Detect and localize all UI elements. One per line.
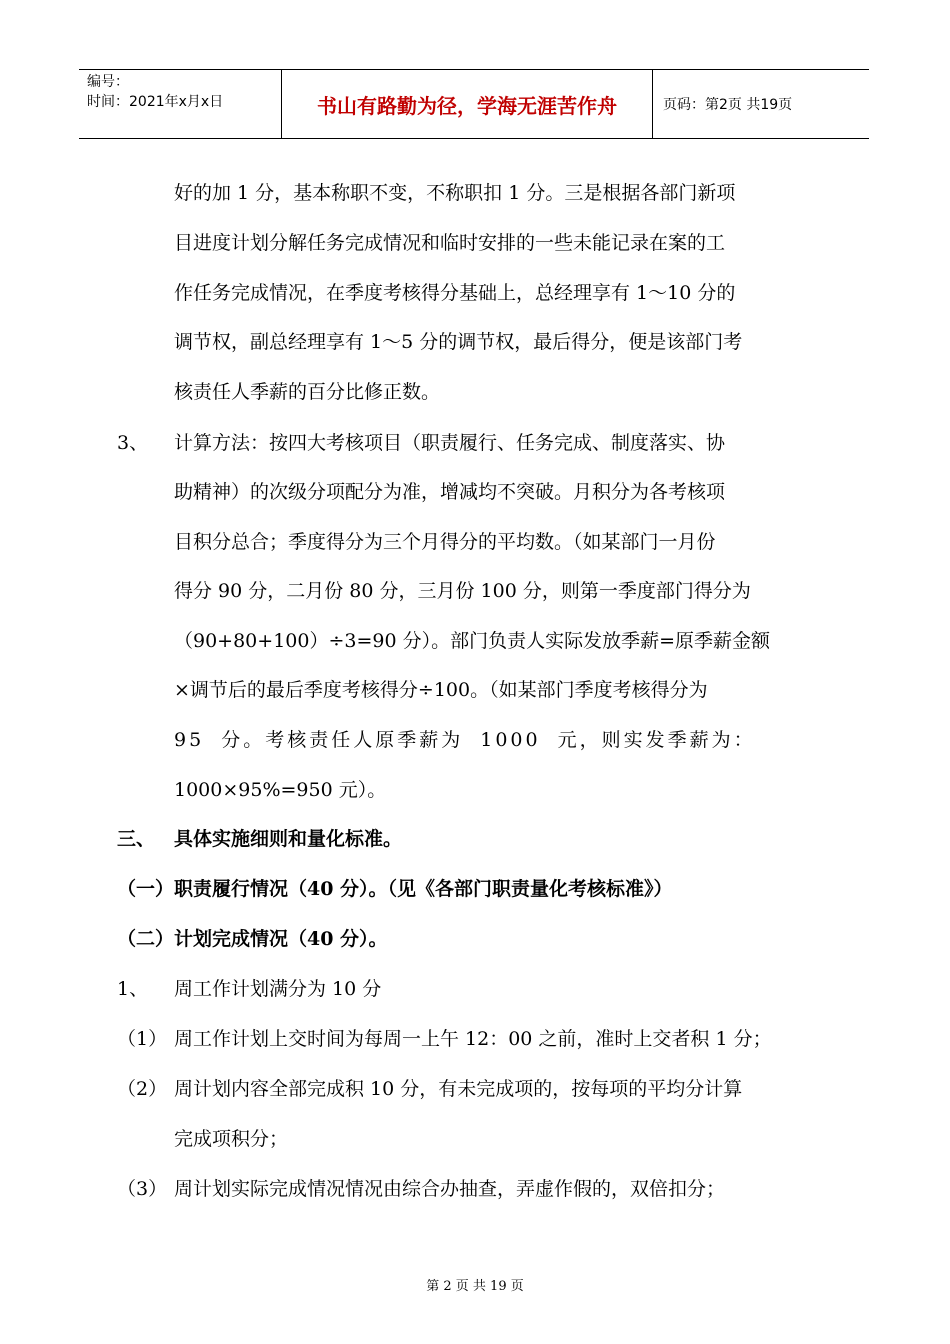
item-number: （3）: [117, 1178, 168, 1200]
text-line: 周工作计划满分为 10 分: [174, 978, 382, 1000]
text-line: 核责任人季薪的百分比修正数。: [174, 381, 441, 403]
header-meta: [79, 70, 282, 138]
text-line: 助精神）的次级分项配分为准，增减均不突破。月积分为各考核项: [174, 481, 726, 503]
section-title: 具体实施细则和量化标准。: [174, 828, 403, 850]
text-line: ×调节后的最后季度考核得分÷100。（如某部门季度考核得分为: [174, 679, 708, 701]
text-line: 计算方法：按四大考核项目（职责履行、任务完成、制度落实、协: [174, 432, 726, 454]
page-header: [79, 69, 869, 139]
item-number: （2）: [117, 1078, 168, 1100]
text-line: （90+80+100）÷3=90 分）。部门负责人实际发放季薪=原季薪金额: [174, 630, 771, 652]
item-number: 1、: [117, 978, 149, 1000]
text-line: 调节权，副总经理享有 1～5 分的调节权，最后得分，便是该部门考: [174, 331, 743, 353]
item-number: 3、: [117, 432, 149, 454]
text-line: 好的加 1 分，基本称职不变，不称职扣 1 分。三是根据各部门新项: [174, 182, 736, 204]
text-line: 1000×95%=950 元）。: [174, 779, 387, 801]
text-line: 周计划内容全部完成积 10 分，有未完成项的，按每项的平均分计算: [174, 1078, 743, 1100]
text-line: 目积分总合；季度得分为三个月得分的平均数。（如某部门一月份: [174, 531, 716, 553]
header-page-info: 页码：第2页 共19页: [663, 97, 793, 113]
doc-number-label: 编号：: [87, 74, 129, 90]
subsection-title: （二）计划完成情况（40 分）。: [117, 928, 388, 950]
text-line: 95 分。考核责任人原季薪为 1000 元，则实发季薪为：: [174, 729, 756, 751]
item-number: （1）: [117, 1028, 168, 1050]
doc-time-label: 时间：2021年x月x日: [87, 94, 224, 110]
text-line: 周工作计划上交时间为每周一上午 12：00 之前，准时上交者积 1 分；: [174, 1028, 772, 1050]
text-line: 目进度计划分解任务完成情况和临时安排的一些未能记录在案的工: [174, 232, 726, 254]
section-number: 三、: [117, 828, 156, 850]
page-footer: 第 2 页 共 19 页: [426, 1279, 524, 1294]
text-line: 作任务完成情况，在季度考核得分基础上，总经理享有 1～10 分的: [174, 282, 736, 304]
text-line: 周计划实际完成情况情况由综合办抽查，弄虚作假的，双倍扣分；: [174, 1178, 726, 1200]
text-line: 完成项积分；: [174, 1128, 289, 1150]
text-line: 得分 90 分，二月份 80 分，三月份 100 分，则第一季度部门得分为: [174, 580, 751, 602]
subsection-title: （一）职责履行情况（40 分）。（见《各部门职责量化考核标准》）: [117, 878, 673, 900]
header-motto: 书山有路勤为径，学海无涯苦作舟: [282, 70, 653, 138]
